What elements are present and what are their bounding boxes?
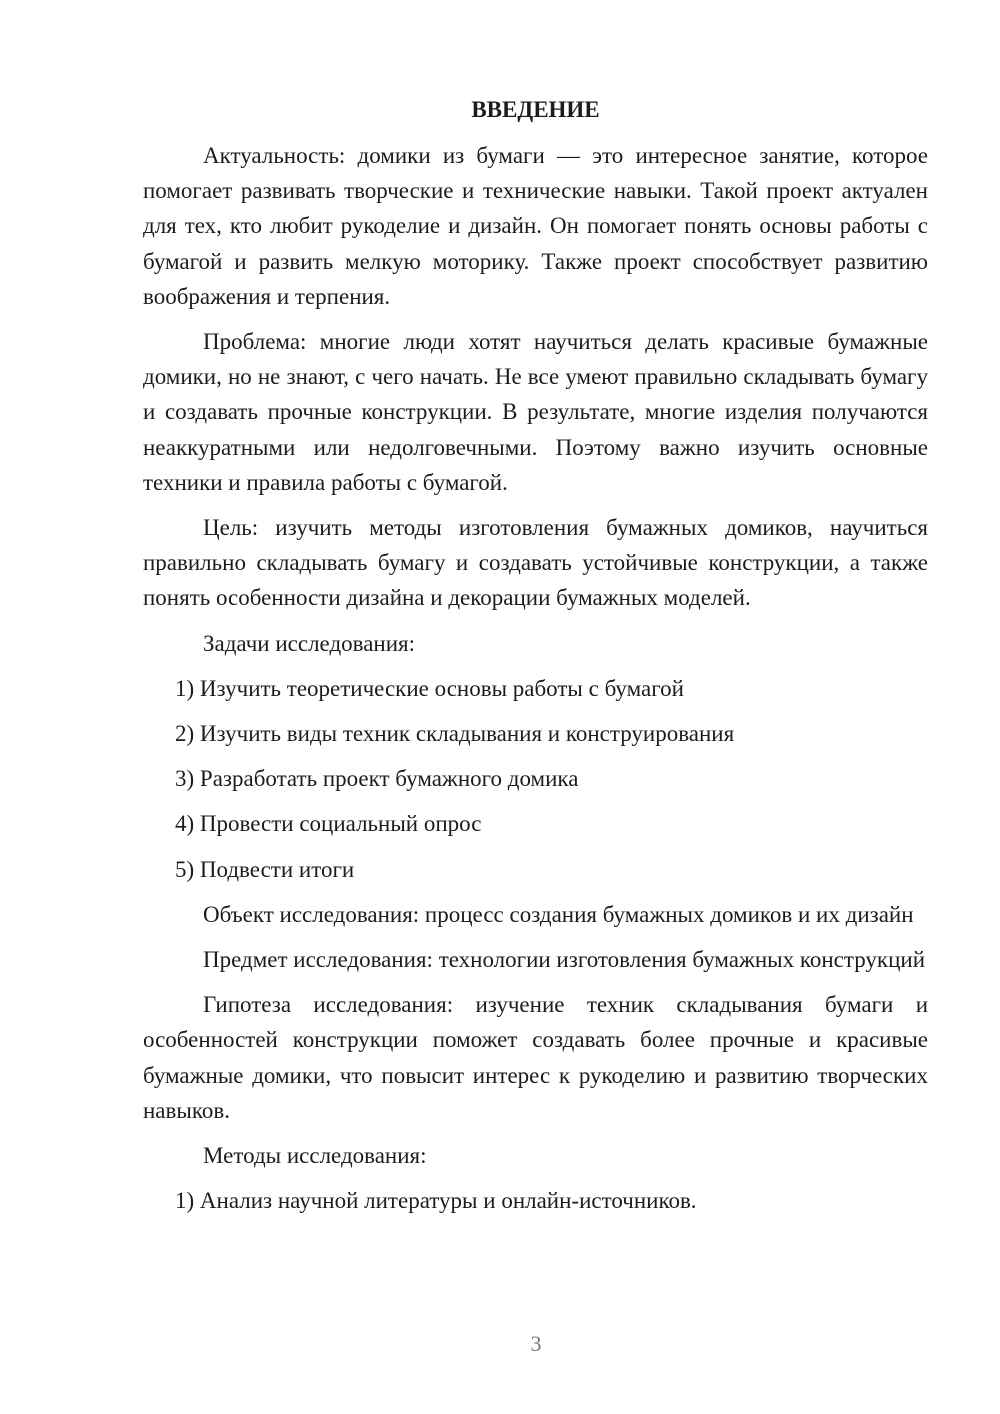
task-item-5: 5) Подвести итоги: [175, 856, 355, 882]
method-item-1: 1) Анализ научной литературы и онлайн-источников.: [175, 1188, 697, 1214]
task-item-3: 3) Разработать проект бумажного домика: [175, 766, 579, 792]
problem-paragraph: Проблема: многие люди хотят научиться делать красивые бумажные домики, но не знают, с чего начать. Не все умеют правильно складывать бумагу и создавать прочные конструкции. В результате, многие изделия получаются неаккуратными или недолговечными. Поэтому важно изучить основные техники и правила работы с бумагой.: [143, 329, 928, 495]
page-number: 3: [530, 1331, 542, 1356]
object-paragraph: Объект исследования: процесс создания бумажных домиков и их дизайн: [203, 901, 914, 927]
subject-paragraph: Предмет исследования: технологии изготовления бумажных конструкций: [203, 946, 926, 972]
section-title: ВВЕДЕНИЕ: [471, 97, 600, 122]
hypothesis-paragraph: Гипотеза исследования: изучение техник складывания бумаги и особенностей конструкции поможет создавать более прочные и красивые бумажные домики, что повысит интерес к рукоделию и развитию творческих навыков.: [143, 992, 928, 1123]
task-item-1: 1) Изучить теоретические основы работы с бумагой: [175, 675, 684, 701]
task-item-2: 2) Изучить виды техник складывания и конструирования: [175, 721, 735, 747]
task-item-4: 4) Провести социальный опрос: [175, 811, 482, 837]
methods-heading: Методы исследования:: [203, 1142, 427, 1168]
tasks-heading: Задачи исследования:: [203, 630, 416, 656]
relevance-paragraph: Актуальность: домики из бумаги — это интересное занятие, которое помогает развивать творческие и технические навыки. Такой проект актуален для тех, кто любит рукоделие и дизайн. Он помогает понять основы работы с бумагой и развить мелкую моторику. Также проект способствует развитию воображения и терпения.: [143, 143, 928, 309]
page-content: [143, 92, 928, 1228]
goal-paragraph: Цель: изучить методы изготовления бумажных домиков, научиться правильно складывать бумагу и создавать устойчивые конструкции, а также понять особенности дизайна и декорации бумажных моделей.: [143, 515, 928, 611]
